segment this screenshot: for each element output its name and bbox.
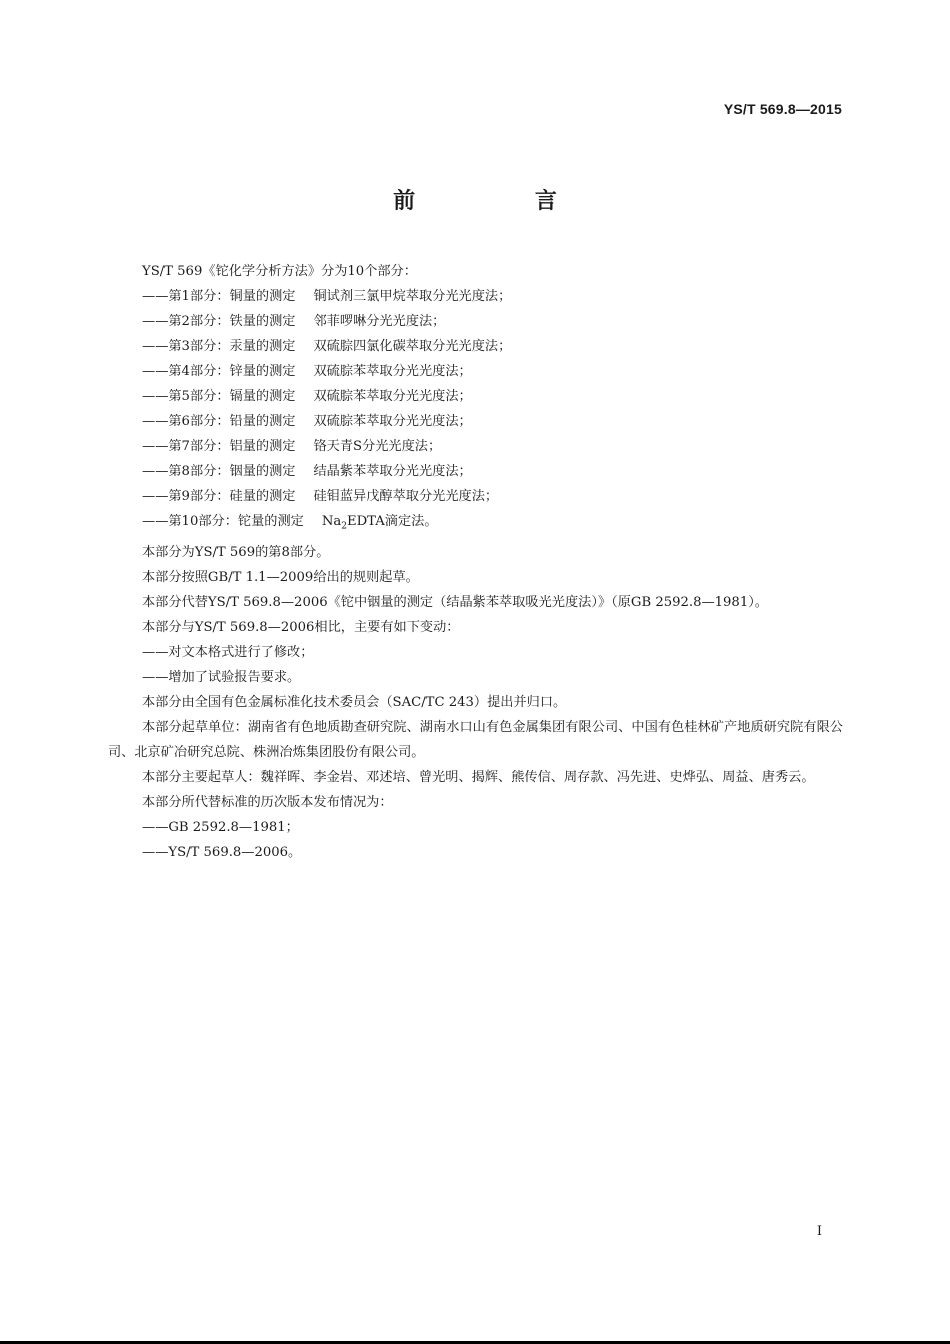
history-item: ——YS/T 569.8—2006。 <box>142 844 302 860</box>
intro-paragraph: YS/T 569《铊化学分析方法》分为10个部分： <box>142 264 417 279</box>
part-item: ——第1部分：铜量的测定 铜试剂三氯甲烷萃取分光光度法； <box>142 289 512 304</box>
rules-paragraph: 本部分按照GB/T 1.1—2009给出的规则起草。 <box>142 569 419 585</box>
replacement-paragraph: 本部分代替YS/T 569.8—2006《铊中铟量的测定（结晶紫苯萃取吸光光度法）》（原GB 2592.8—1981）。 <box>142 594 768 610</box>
change-item: ——增加了试验报告要求。 <box>142 669 301 685</box>
drafting-units-paragraph: 本部分起草单位：湖南省有色地质勘查研究院、湖南水口山有色金属集团有限公司、中国有色桂林矿产地质研究院有限公司、北京矿冶研究总院、株洲冶炼集团股份有限公司。 <box>108 719 843 760</box>
proposed-by-paragraph: 本部分由全国有色金属标准化技术委员会（SAC/TC 243）提出并归口。 <box>142 694 567 710</box>
part-item: ——第4部分：锌量的测定 双硫腙苯萃取分光光度法； <box>142 364 472 379</box>
part-item: ——第8部分：铟量的测定 结晶紫苯萃取分光光度法； <box>142 464 472 479</box>
page-title: 前 言 <box>393 189 613 214</box>
part-item: ——第5部分：镉量的测定 双硫腙苯萃取分光光度法； <box>142 389 472 404</box>
change-item: ——对文本格式进行了修改； <box>142 644 314 660</box>
changes-paragraph: 本部分与YS/T 569.8—2006相比，主要有如下变动： <box>142 619 460 635</box>
part-item: ——第3部分：汞量的测定 双硫腙四氯化碳萃取分光光度法； <box>142 339 512 354</box>
page-number: I <box>816 1224 822 1239</box>
foreword-body <box>108 259 843 865</box>
part-item: ——第7部分：铝量的测定 铬天青S分光光度法； <box>142 439 442 454</box>
standard-code: YS/T 569.8—2015 <box>723 101 842 117</box>
part-number-paragraph: 本部分为YS/T 569的第8部分。 <box>142 544 330 560</box>
part-item-10: ——第10部分：铊量的测定 $Na_2EDTA$滴定法。 <box>142 514 438 532</box>
part-item: ——第2部分：铁量的测定 邻菲啰啉分光光度法； <box>142 314 446 329</box>
history-item: ——GB 2592.8—1981； <box>142 819 299 835</box>
part-item: ——第6部分：铅量的测定 双硫腙苯萃取分光光度法； <box>142 414 472 429</box>
history-paragraph: 本部分所代替标准的历次版本发布情况为： <box>142 794 393 810</box>
drafters-paragraph: 本部分主要起草人：魏祥晖、李金岩、邓述培、曾光明、揭辉、熊传信、周存款、冯先进、史烨弘、周益、唐秀云。 <box>142 769 815 785</box>
part-item: ——第9部分：硅量的测定 硅钼蓝异戊醇萃取分光光度法； <box>142 489 499 504</box>
